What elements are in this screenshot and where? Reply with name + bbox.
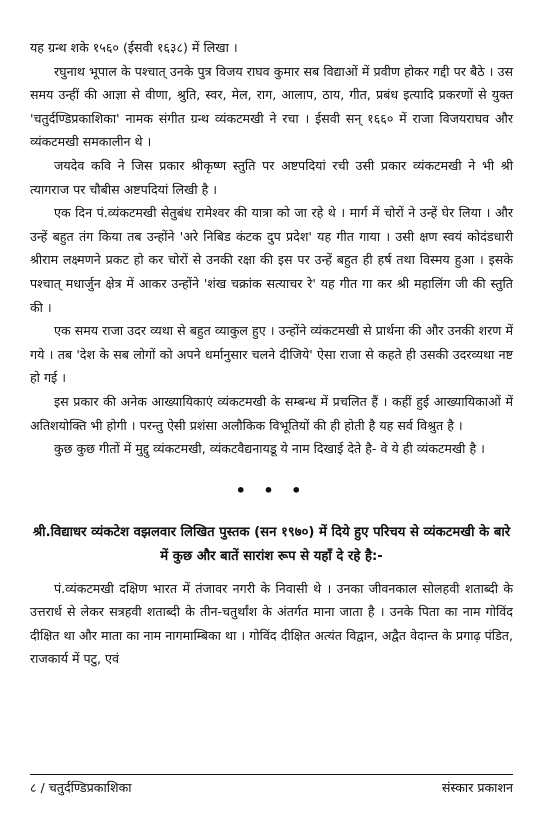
body-text-bottom bbox=[30, 577, 513, 671]
paragraph-1: यह ग्रन्थ शके १५६० (ईसवी १६३८) में लिखा । bbox=[30, 40, 238, 55]
page-footer bbox=[30, 774, 513, 796]
body-text-top bbox=[30, 36, 513, 461]
paragraph-4: एक दिन पं.व्यंकटमखी सेतुबंध रामेश्वर की यात्रा को जा रहे थे । मार्ग में चोरों ने उन्हें घेर लिया । और उन्हें बहुत तंग किया तब उन्होंने 'अरे निबिड कंटक दुप प्रदेश' यह गीत गाया । उसी क्षण स्वयं कोदंडधारी श्रीराम लक्ष्मणने प्रकट हो कर चोरों से उनकी रक्षा की इस पर उन्हें बहुत ही हर्ष तथा विस्मय हुआ । इसके पश्चात् मधार्जुन क्षेत्र में आकर उन्होंने 'शंख चक्रांक सत्याचर रे' यह गीत गा कर श्री महालिंग जी की स्तुति की । bbox=[30, 205, 513, 315]
paragraph-bottom: पं.व्यंकटमखी दक्षिण भारत में तंजावर नगरी के निवासी थे । उनका जीवनकाल सोलहवी शताब्दी के उत्तरार्ध से लेकर सत्रहवी शताब्दी के तीन-चतुर्थांश के अंतर्गत माना जाता है । उनके पिता का नाम गोविंद दीक्षित था और माता का नाम नागमाम्बिका था । गोविंद दीक्षित अत्यंत विद्वान, अद्वैत वेदान्त के प्रगाढ़ पंडित, राजकार्य में पटु, एवं bbox=[30, 580, 513, 667]
paragraph-6: इस प्रकार की अनेक आख्यायिकाएं व्यंकटमखी के सम्बन्ध में प्रचलित हैं । कहीं हुई आख्यायिकाओं में अतिशयोक्ति भी होगी । परन्तु ऐसी प्रशंसा अलौकिक विभूतियों की ही होती है यह सर्व विश्रुत है । bbox=[30, 393, 513, 433]
paragraph-3: जयदेव कवि ने जिस प्रकार श्रीकृष्ण स्तुति पर अष्टपदियां रची उसी प्रकार व्यंकटमखी ने भी श्री त्यागराज पर चौबीस अष्टपदियां लिखी है । bbox=[30, 157, 513, 197]
footer-publisher: संस्कार प्रकाशन bbox=[441, 780, 513, 795]
section-divider: • • • bbox=[235, 480, 308, 500]
paragraph-5: एक समय राजा उदर व्यथा से बहुत व्याकुल हुए । उन्होंने व्यंकटमखी से प्रार्थना की और उनकी शरण में गये । तब 'देश के सब लोगों को अपने धर्मानुसार चलने दीजिये' ऐसा राजा से कहते ही उसकी उदरव्यथा नष्ट हो गई । bbox=[30, 323, 513, 386]
paragraph-2: रघुनाथ भूपाल के पश्चात् उनके पुत्र विजय राघव कुमार सब विद्याओं में प्रवीण होकर गद्दी पर बैठे । उस समय उन्हीं की आज्ञा से वीणा, श्रुति, स्वर, मेल, राग, आलाप, ठाय, गीत, प्रबंध इत्यादि प्रकरणों से युक्त 'चतुर्दण्डिप्रकाशिका' नामक संगीत ग्रन्थ व्यंकटमखी ने रचा । ईसवी सन् १६६० में राजा विजयराघव और व्यंकटमखी समकालीन थे । bbox=[30, 63, 513, 150]
footer-page-title: ८ / चतुर्दण्डिप्रकाशिका bbox=[30, 780, 132, 795]
paragraph-7: कुछ कुछ गीतों में मुद्दु व्यंकटमखी, व्यंकटवैद्यनायडू ये नाम दिखाई देते है- वे ये ही व्यंकटमखी है । bbox=[54, 441, 485, 457]
section-heading: श्री.विद्याधर व्यंकटेश वझलवार लिखित पुस्तक (सन १९७०) में दिये हुए परिचय से व्यंकटमखी के बारे में कुछ और बातें सारांश रूप से यहाँ दे रहे है:- bbox=[32, 524, 511, 564]
